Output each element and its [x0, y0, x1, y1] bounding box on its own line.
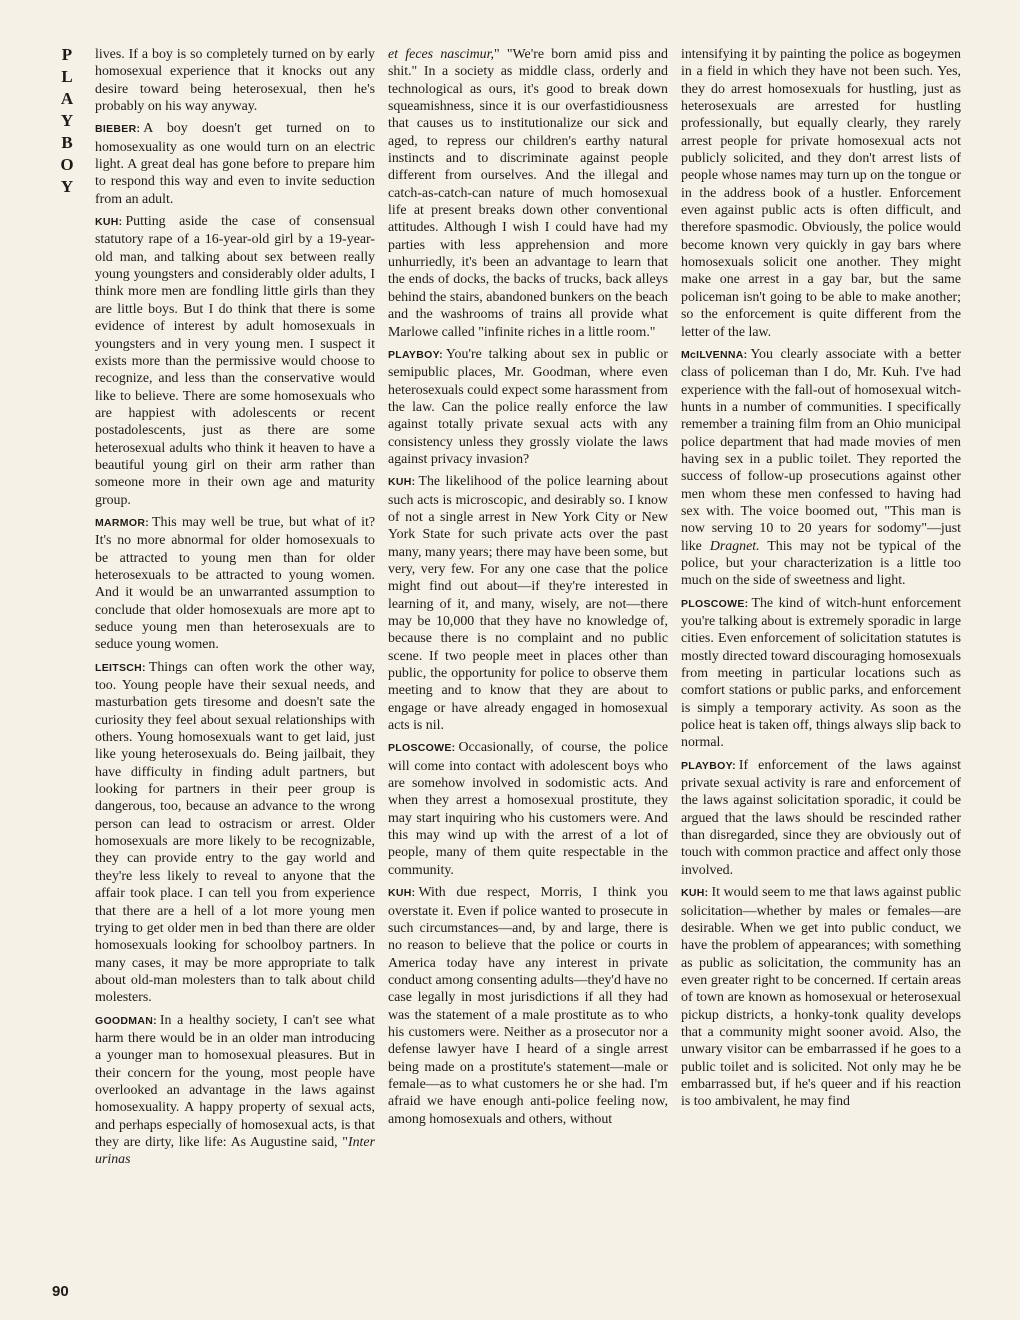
masthead-letter: A: [60, 89, 74, 108]
speaker-label: PLOSCOWE:: [388, 742, 456, 755]
paragraph: [681, 757, 961, 879]
masthead-letter: B: [61, 133, 73, 152]
paragraph-text: " "We're born amid piss and shit." In a society as middle class, orderly and technological as ours, it's good to break down squeamishness, since it is our overfastidiousness that causes us to institutionalize our sick and aged, to repress our children's earthy natural instincts and to discriminate against people different from ourselves. And the illegal and catch-as-catch-can nature of much homosexual life at present breaks down other conventional attitudes. Although I wish I could have had my parties with less apprehension and more unhurriedly, it's been an advantage to learn that the ends of docks, the backs of trucks, back alleys behind the stairs, abandoned bunkers on the beach and the washrooms of trains all provide what Marlowe called "infinite riches in a little room.": [388, 47, 668, 340]
masthead-letter: L: [61, 67, 73, 86]
speaker-label: GOODMAN:: [95, 1014, 157, 1027]
paragraph: [95, 659, 375, 1007]
masthead: [56, 44, 78, 198]
paragraph-text: It would seem to me that laws against public solicitation—whether by males or females—are desirable. When we get into public conduct, we have the problem of appearances; with something as public as solicitation, the community has an even greater right to be concerned. If certain areas of town are known as homosexual or heterosexual pickup districts, a honky-tonk quality develops that a community might sooner avoid. Also, the unwary visitor can be embarrassed if he goes to a public toilet and is solicited. Not only may he be embarrassed but, if he's queer and if his reaction is too ambivalent, he may find: [681, 885, 961, 1110]
paragraph: [95, 120, 375, 208]
speaker-label: PLAYBOY:: [681, 759, 736, 772]
speaker-label: BIEBER:: [95, 123, 141, 136]
speaker-label: KUH:: [388, 887, 416, 900]
speaker-label: KUH:: [388, 476, 416, 489]
paragraph: [388, 473, 668, 734]
masthead-letter: Y: [60, 111, 74, 130]
masthead-letter: Y: [60, 177, 74, 196]
speaker-label: KUH:: [681, 887, 709, 900]
paragraph-text: lives. If a boy is so completely turned on by early homosexual experience that it knocks out any desire toward being heterosexual, then he's probably on his way anyway.: [95, 47, 375, 115]
paragraph-text: You're talking about sex in public or semipublic places, Mr. Goodman, where even heterosexuals could expect some harassment from the law. Can the police really enforce the law against totally private sexual acts with any consistency unless they grossly violate the laws against privacy invasion?: [388, 346, 668, 467]
paragraph-text: This may not be typical of the police, but your characterization is a little too much on the side of sweetness and light.: [681, 538, 961, 589]
paragraph: [95, 46, 375, 115]
latin-quote: et feces nascimur,: [388, 47, 494, 62]
text-column-2: [388, 46, 668, 1296]
paragraph-text: In a healthy society, I can't see what harm there would be in an older man introducing a younger man to homosexual pleasures. But in their concern for the young, most people have overlooked an advantage in the laws against homosexuality. A happy property of sexual acts, and perhaps especially of homosexual acts, is that they are dirty, like life: As Augustine said, ": [95, 1012, 375, 1150]
paragraph-text: The likelihood of the police learning about such acts is microscopic, and desirably so. I know of not a single arrest in New York City or New York State for such private acts over the past many, many years; there may have been some, but very, very few. For any one case that the police might find out about—if they're interested in learning of it, and many, wisely, are not—there may be 10,000 that they have no knowledge of, because there is no complaint and no public scene. If two people meet in places other than public, the opportunity for police to observe them meeting and to know that they are about to engage or have already engaged in homosexual acts is nil.: [388, 474, 668, 734]
paragraph-text: With due respect, Morris, I think you overstate it. Even if police wanted to prosecute in such circumstances—and, by and large, there is no reason to believe that the police or courts in America today have any interest in private conduct among consenting adults—they'd have no case legally in most jurisdictions if all they had was the statement of a male prostitute as to who his customers were. Neither as a prosecutor nor a defense lawyer have I heard of a single arrest being made on a prostitute's statement—male or female—as to what customers he or she had. I'm afraid we have enough anti-police feeling now, among homosexuals and others, without: [388, 885, 668, 1127]
paragraph: [681, 46, 961, 341]
paragraph: [95, 514, 375, 654]
paragraph: [388, 739, 668, 879]
paragraph-text: intensifying it by painting the police as bogeymen in a field in which they have not been such. Yes, they do arrest homosexuals for hustling, just as heterosexuals are arrested for hustling professionally, but equally clearly, they rarely arrest people for private homosexual acts not publicly solicited, and they don't arrest lists of people whose names may turn up on the tongue or in the address book of a hustler. Enforcement even against public acts is often difficult, and therefore spasmodic. Obviously, the police would become known very quickly in gay bars where homosexuals solicit one another. They might make one arrest in a gay bar, but the same policeman isn't going to be able to make another; so the enforcement is quite different from the letter of the law.: [681, 47, 961, 340]
paragraph: [388, 46, 668, 341]
paragraph: [681, 346, 961, 590]
paragraph-text: The kind of witch-hunt enforcement you're talking about is extremely sporadic in large cities. Even enforcement of solicitation statutes is mostly directed toward discouraging homosexuals from meeting in particular locations such as comfort stations or public parks, and enforcement is simply a temporary activity. As soon as the police heat is taken off, things always slip back to normal.: [681, 595, 961, 751]
paragraph-text: You clearly associate with a better class of policeman than I do, Mr. Kuh. I've had experience with the fall-out of homosexual witch-hunts in a number of communities. I specifically remember a training film from an Ohio municipal police department that had made movies of men having sex in a public toilet. They reported the success of follow-up prosecutions against other men whom these men confessed to having had sex with. The voice boomed out, "This man is now serving 10 to 20 years for sodomy"—just like: [681, 346, 961, 554]
speaker-label: PLOSCOWE:: [681, 597, 749, 610]
paragraph-text: If enforcement of the laws against private sexual activity is rare and enforcement of the laws against solicitation sporadic, it could be argued that the laws should be rescinded rather than disregarded, since they are obviously out of touch with common practice and affect only those involved.: [681, 757, 961, 878]
paragraph: [95, 213, 375, 509]
paragraph: [388, 346, 668, 468]
paragraph: [95, 1012, 375, 1169]
paragraph-text: A boy doesn't get turned on to homosexuality as one would turn on an electric light. A great deal has gone before to prepare him to respond this way and even to invite seduction from an adult.: [95, 121, 375, 207]
paragraph: [388, 884, 668, 1128]
latin-quote: Inter urinas: [95, 1134, 375, 1168]
text-column-3: [681, 46, 961, 1296]
paragraph: [681, 884, 961, 1110]
speaker-label: MARMOR:: [95, 516, 150, 529]
text-column-1: [95, 46, 375, 1296]
paragraph-text: Things can often work the other way, too. Young people have their sexual needs, and masturbation gets tiresome and doesn't sate the curiosity they feel about sexual relationships with others. Young homosexuals want to get laid, just like young heterosexuals do. Being jailbait, they have difficulty in finding adult partners, but looking for partners in their peer group is dangerous, too, because an advance to the wrong person can lead to ostracism or arrest. Older homosexuals are more likely to be recognizable, they can provide entry to the gay world and they're less likely to reveal to anyone that the affair took place. I can tell you from experience that there are a hell of a lot more young men trying to get older men in bed than there are older homosexuals looking for schoolboy partners. In many cases, it may be more appropriate to talk about old-man molesters than to talk about child molesters.: [95, 659, 375, 1006]
paragraph-text: Putting aside the case of consensual statutory rape of a 16-year-old girl by a 19-year-old man, and talking about sex between really young youngsters and considerably older adults, I think more men are fondling little girls than they are little boys. But I do think that there is some evidence of interest by adult homosexuals in youngsters and in very young men. I suspect it exists more than the permissive would choose to recognize, and less than the conservative would like to believe. There are some homosexuals who are happiest with adolescents or recent postadolescents, just as there are some heterosexual adults who think it heaven to have a beautiful young girl on their arm rather than someone more in their own age and maturity group.: [95, 214, 375, 508]
page-number: 90: [52, 1283, 69, 1300]
paragraph: [681, 595, 961, 752]
masthead-letter: O: [60, 155, 74, 174]
masthead-letter: P: [61, 45, 73, 64]
speaker-label: PLAYBOY:: [388, 348, 443, 361]
show-title: Dragnet.: [709, 538, 760, 554]
paragraph-text: This may well be true, but what of it? It's no more abnormal for older homosexuals to be attracted to young men than for older heterosexuals to be attracted to young women. And it would be an unwarranted assumption to conclude that older homosexuals are more apt to seduce young men than heterosexuals are to seduce young women.: [95, 514, 375, 653]
paragraph-text: Occasionally, of course, the police will come into contact with adolescent boys who are somehow involved in sodomistic acts. And when they arrest a homosexual prostitute, they may start inquiring who his customers were. And this may wind up with the arrest of a lot of people, many of them quite respectable in the community.: [388, 740, 668, 878]
speaker-label: KUH:: [95, 216, 123, 229]
speaker-label: LEITSCH:: [95, 661, 146, 674]
speaker-label: McILVENNA:: [681, 348, 748, 361]
